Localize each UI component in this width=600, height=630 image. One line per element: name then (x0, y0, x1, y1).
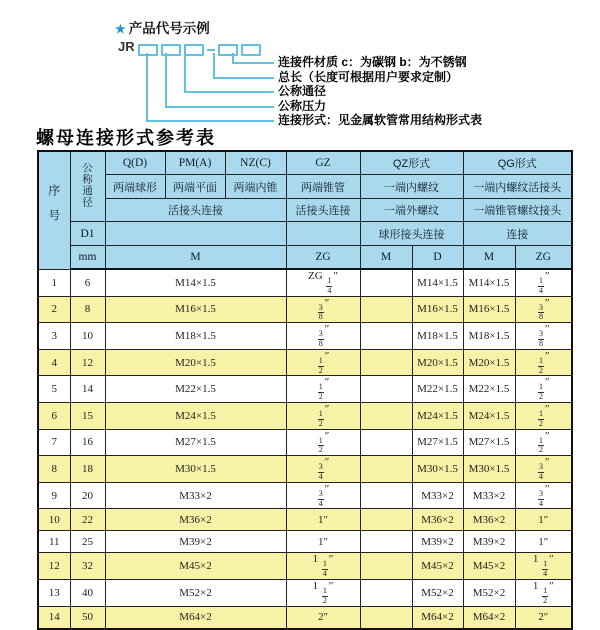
header-connection-union: 活接头连接 (105, 199, 286, 222)
cell-dn: 8 (70, 296, 105, 323)
cell-qz-m (360, 429, 412, 456)
cell-qz-d: M36×2 (412, 509, 463, 531)
cell-qg-zg: $\frac{1}{4}$ ″ (515, 269, 572, 296)
cell-no: 9 (38, 482, 70, 509)
cell-qg-zg: $\frac{1}{2}$ ″ (515, 429, 572, 456)
header-blank-gz (286, 222, 360, 246)
cell-m: M20×1.5 (105, 349, 286, 376)
cell-qg-m: M52×2 (463, 579, 515, 606)
header-thread-zg: ZG (286, 246, 360, 270)
cell-dn: 10 (70, 323, 105, 350)
cell-m: M18×1.5 (105, 323, 286, 350)
cell-qg-zg: 1″ (515, 531, 572, 553)
cell-dn: 40 (70, 579, 105, 606)
header-group-qg: QG形式 (463, 151, 572, 175)
cell-m: M36×2 (105, 509, 286, 531)
header-blank-left (105, 222, 286, 246)
table-title: 螺母连接形式参考表 (36, 128, 216, 148)
code-dash (207, 49, 215, 51)
cell-qg-m: M33×2 (463, 482, 515, 509)
cell-qz-m (360, 531, 412, 553)
table-row (38, 296, 572, 323)
cell-qz-d: M45×2 (412, 553, 463, 580)
cell-no: 8 (38, 456, 70, 483)
cell-gz: $\frac{3}{8}$ ″ (286, 296, 360, 323)
header-unit: mm (70, 246, 105, 270)
cell-m: M52×2 (105, 579, 286, 606)
cell-qg-zg: $\frac{1}{2}$ ″ (515, 349, 572, 376)
cell-m: M39×2 (105, 531, 286, 553)
table-row (38, 482, 572, 509)
cell-gz: $\frac{1}{2}$ ″ (286, 429, 360, 456)
cell-no: 7 (38, 429, 70, 456)
cell-qz-d: M64×2 (412, 606, 463, 629)
cell-qz-d: M52×2 (412, 579, 463, 606)
cell-no: 12 (38, 553, 70, 580)
header-endtype-gz: 两端锥管 (286, 175, 360, 199)
cell-dn: 25 (70, 531, 105, 553)
cell-qz-m (360, 402, 412, 429)
cell-gz: $\frac{1}{2}$ ″ (286, 376, 360, 403)
cell-gz: $\frac{1}{2}$ ″ (286, 349, 360, 376)
cell-qg-m: M30×1.5 (463, 456, 515, 483)
header-thread-qg-m: M (463, 246, 515, 270)
header-group-qd: Q(D) (105, 151, 165, 175)
cell-no: 1 (38, 269, 70, 296)
cell-no: 10 (38, 509, 70, 531)
cell-qg-zg: 2″ (515, 606, 572, 629)
cell-qg-m: M27×1.5 (463, 429, 515, 456)
cell-qg-m: M64×2 (463, 606, 515, 629)
cell-gz: ZG $\frac{1}{4}$ ″ (286, 269, 360, 296)
table-row (38, 606, 572, 629)
cell-qz-d: M16×1.5 (412, 296, 463, 323)
header-group-gz: GZ (286, 151, 360, 175)
cell-no: 11 (38, 531, 70, 553)
table-row (38, 553, 572, 580)
cell-qz-d: M14×1.5 (412, 269, 463, 296)
cell-dn: 12 (70, 349, 105, 376)
cell-no: 4 (38, 349, 70, 376)
table-row (38, 509, 572, 531)
cell-m: M64×2 (105, 606, 286, 629)
cell-gz: $\frac{1}{2}$ ″ (286, 402, 360, 429)
label-nominal-pressure: 公称压力 (278, 98, 327, 113)
label-material: 连接件材质 c：为碳钢 b：为不锈钢 (278, 55, 467, 69)
cell-no: 6 (38, 402, 70, 429)
header-thread-qz-d: D (412, 246, 463, 270)
cell-qg-zg: 1 $\frac{1}{2}$ ″ (515, 579, 572, 606)
table-row (38, 269, 572, 296)
cell-no: 5 (38, 376, 70, 403)
cell-qg-m: M14×1.5 (463, 269, 515, 296)
cell-gz: 1″ (286, 531, 360, 553)
cell-qg-zg: $\frac{1}{2}$ ″ (515, 376, 572, 403)
header-d1: D1 (70, 222, 105, 246)
header-thread-qg-zg: ZG (515, 246, 572, 270)
header-group-pma: PM(A) (165, 151, 225, 175)
table-row (38, 429, 572, 456)
table-row (38, 456, 572, 483)
cell-qg-zg: $\frac{3}{8}$ ″ (515, 296, 572, 323)
table-row (38, 579, 572, 606)
cell-qg-m: M16×1.5 (463, 296, 515, 323)
cell-gz: $\frac{3}{8}$ ″ (286, 323, 360, 350)
cell-m: M14×1.5 (105, 269, 286, 296)
header-endtype-qz: 一端内螺纹 (360, 175, 463, 199)
diagram-labels (278, 55, 482, 128)
cell-m: M45×2 (105, 553, 286, 580)
cell-dn: 50 (70, 606, 105, 629)
label-total-length: 总长（长度可根据用户要求定制） (278, 69, 459, 84)
table-row (38, 402, 572, 429)
header-dn: 公称通径 (70, 151, 105, 222)
table-row (38, 349, 572, 376)
cell-qg-m: M39×2 (463, 531, 515, 553)
header-endtype-nzc: 两端内锥 (225, 175, 286, 199)
header-subconn-qg: 连接 (463, 222, 572, 246)
cell-dn: 22 (70, 509, 105, 531)
cell-gz: $\frac{3}{4}$ ″ (286, 482, 360, 509)
cell-qz-m (360, 269, 412, 296)
cell-qz-d: M24×1.5 (412, 402, 463, 429)
cell-m: M24×1.5 (105, 402, 286, 429)
cell-qg-m: M20×1.5 (463, 349, 515, 376)
cell-m: M33×2 (105, 482, 286, 509)
label-connection-form: 连接形式：见金属软管常用结构形式表 (278, 113, 483, 127)
cell-qg-m: M22×1.5 (463, 376, 515, 403)
cell-qg-zg: $\frac{3}{4}$ ″ (515, 482, 572, 509)
cell-dn: 14 (70, 376, 105, 403)
cell-qz-m (360, 553, 412, 580)
cell-qz-m (360, 296, 412, 323)
header-thread-m: M (105, 246, 286, 270)
cell-qg-zg: $\frac{3}{8}$ ″ (515, 323, 572, 350)
cell-qz-d: M18×1.5 (412, 323, 463, 350)
cell-dn: 16 (70, 429, 105, 456)
cell-qz-m (360, 579, 412, 606)
diagram-heading (115, 17, 210, 37)
header-group-qz: QZ形式 (360, 151, 463, 175)
table-row (38, 376, 572, 403)
cell-dn: 6 (70, 269, 105, 296)
cell-qz-d: M27×1.5 (412, 429, 463, 456)
cell-qz-m (360, 482, 412, 509)
cell-qz-m (360, 323, 412, 350)
cell-gz: $\frac{3}{4}$ ″ (286, 456, 360, 483)
label-nominal-diameter: 公称通径 (278, 84, 327, 98)
cell-m: M30×1.5 (105, 456, 286, 483)
diagram-heading-text: 产品代号示例 (128, 21, 210, 36)
header-connection-gz: 活接头连接 (286, 199, 360, 222)
cell-gz: 1 $\frac{1}{2}$ ″ (286, 579, 360, 606)
cell-qz-d: M30×1.5 (412, 456, 463, 483)
cell-dn: 32 (70, 553, 105, 580)
table-row (38, 323, 572, 350)
header-endtype-pma: 两端平面 (165, 175, 225, 199)
cell-qg-m: M45×2 (463, 553, 515, 580)
cell-qz-d: M20×1.5 (412, 349, 463, 376)
cell-qg-zg: $\frac{1}{2}$ ″ (515, 402, 572, 429)
cell-dn: 20 (70, 482, 105, 509)
cell-gz: 2″ (286, 606, 360, 629)
header-connection-qg: 一端锥管螺纹接头 (463, 199, 572, 222)
cell-qg-zg: $\frac{3}{4}$ ″ (515, 456, 572, 483)
cell-qz-m (360, 349, 412, 376)
cell-qg-zg: 1 $\frac{1}{4}$ ″ (515, 553, 572, 580)
cell-qz-d: M22×1.5 (412, 376, 463, 403)
cell-qz-d: M39×2 (412, 531, 463, 553)
header-seq: 序号 (38, 151, 70, 269)
header-subconn-qz: 球形接头连接 (360, 222, 463, 246)
header-group-nzc: NZ(C) (225, 151, 286, 175)
header-connection-qz: 一端外螺纹 (360, 199, 463, 222)
cell-dn: 18 (70, 456, 105, 483)
cell-no: 14 (38, 606, 70, 629)
cell-no: 13 (38, 579, 70, 606)
cell-qz-m (360, 456, 412, 483)
cell-dn: 15 (70, 402, 105, 429)
cell-qg-zg: 1″ (515, 509, 572, 531)
header-endtype-qd: 两端球形 (105, 175, 165, 199)
nut-connection-reference-table (37, 150, 573, 630)
cell-qz-d: M33×2 (412, 482, 463, 509)
header-thread-qz-m: M (360, 246, 412, 270)
cell-no: 2 (38, 296, 70, 323)
table-row (38, 531, 572, 553)
cell-m: M16×1.5 (105, 296, 286, 323)
table-body (38, 269, 572, 629)
cell-qg-m: M36×2 (463, 509, 515, 531)
cell-m: M22×1.5 (105, 376, 286, 403)
connector-line-5 (232, 53, 274, 64)
cell-gz: 1″ (286, 509, 360, 531)
star-icon: ★ (115, 22, 126, 36)
cell-qz-m (360, 509, 412, 531)
code-prefix: JR (118, 39, 135, 54)
cell-qz-m (360, 376, 412, 403)
cell-qg-m: M24×1.5 (463, 402, 515, 429)
cell-qg-m: M18×1.5 (463, 323, 515, 350)
cell-m: M27×1.5 (105, 429, 286, 456)
cell-no: 3 (38, 323, 70, 350)
cell-qz-m (360, 606, 412, 629)
cell-gz: 1 $\frac{1}{4}$ ″ (286, 553, 360, 580)
header-endtype-qg: 一端内螺纹活接头 (463, 175, 572, 199)
